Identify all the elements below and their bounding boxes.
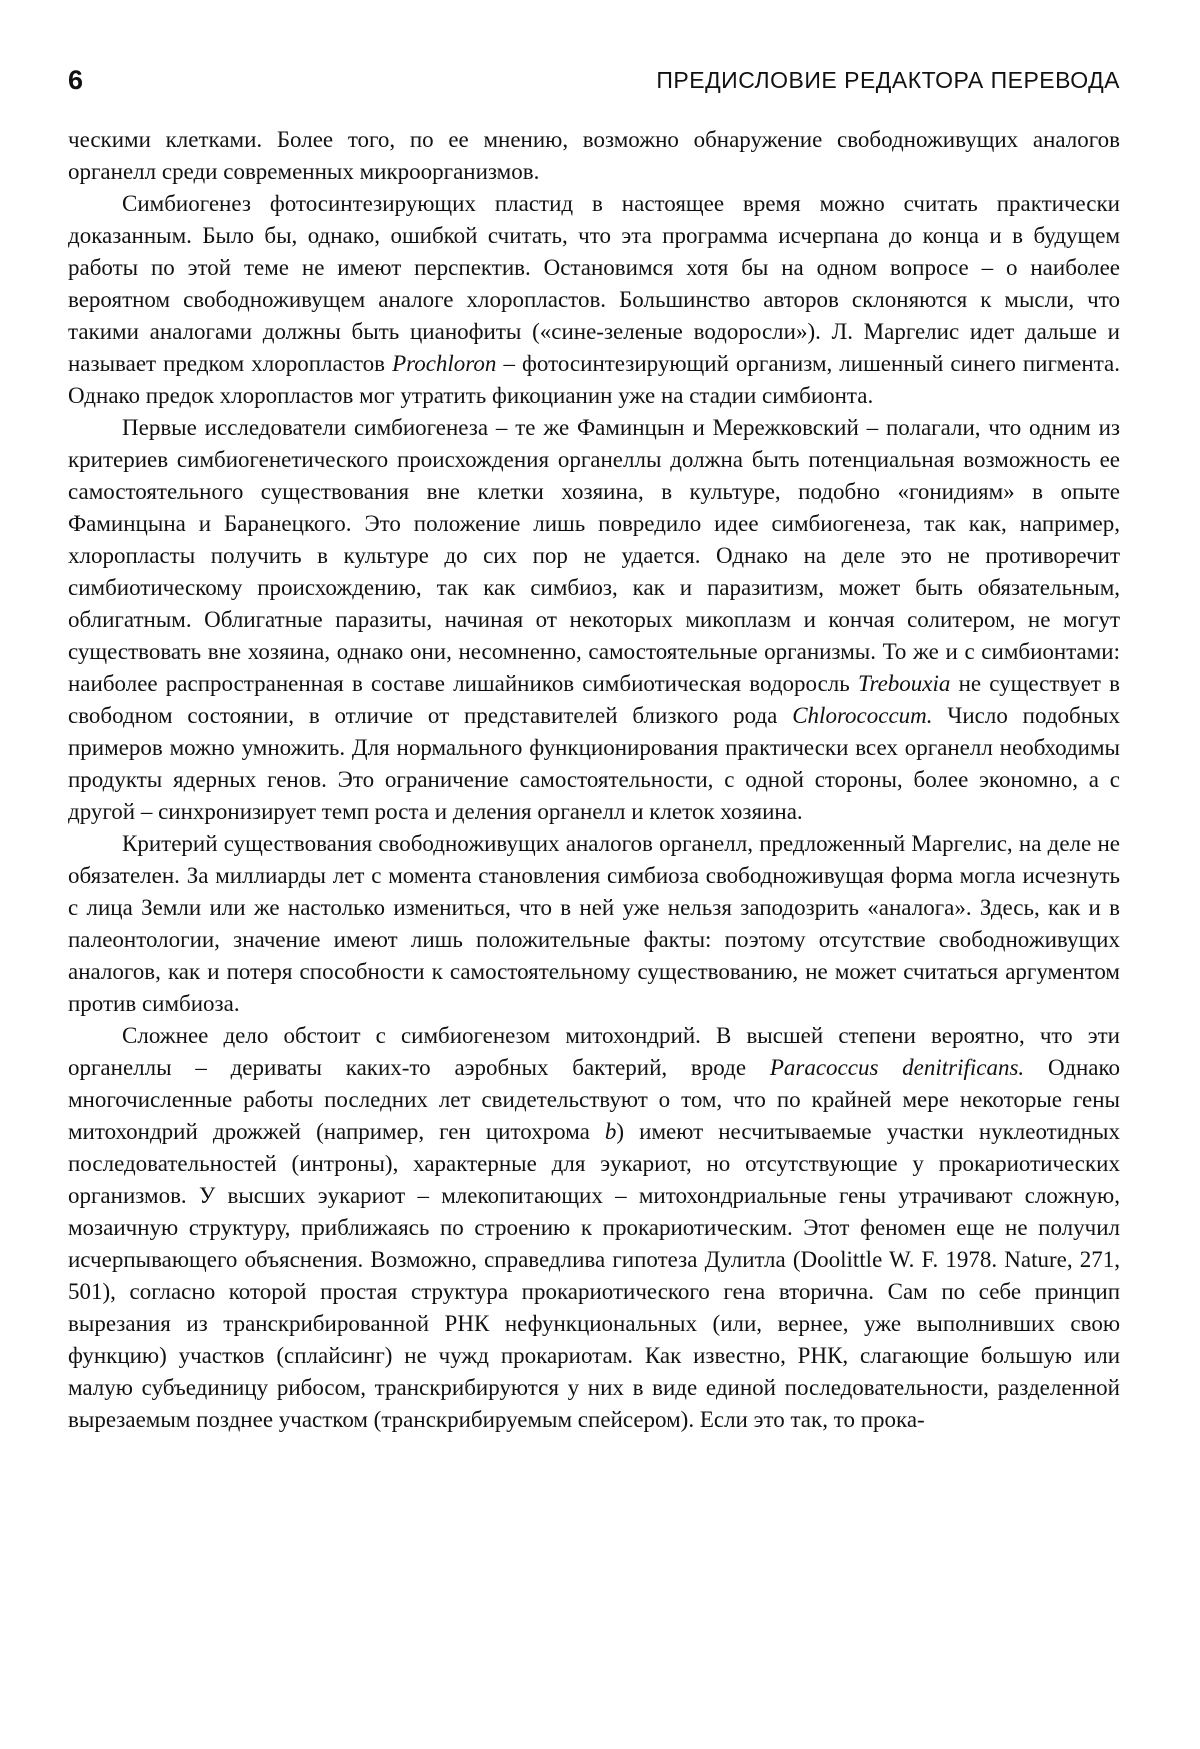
italic-term: Trebouxia (857, 671, 951, 696)
text-run: ческими клетками. Более того, по ее мнению, возможно обнаружение свободноживущих аналогов органелл среди современных микроорганизмов. (68, 127, 1120, 184)
italic-term: Prochloron (392, 351, 497, 376)
body-text (68, 124, 1120, 1436)
paragraph-2 (68, 188, 1120, 412)
text-run: Критерий существования свободноживущих аналогов органелл, предложенный Маргелис, на деле не обязателен. За миллиарды лет с момента становления симбиоза свободноживущая форма могла исчезнуть с лица Земли или же настолько измениться, что в ней уже нельзя заподозрить «аналога». Здесь, как и в палеонтологии, значение имеют лишь положительные факты: поэтому отсутствие свободноживущих аналогов, как и потеря способности к самостоятельному существованию, не может считаться аргументом против симбиоза. (68, 831, 1120, 1016)
paragraph-4 (68, 828, 1120, 1020)
italic-term: Paracoccus denitrificans. (769, 1055, 1025, 1080)
page-number: 6 (68, 65, 84, 95)
text-run: Число подобных примеров можно умножить. Для нормального функционирования практически всех органелл необходимы продукты ядерных генов. Это ограничение самостоятельности, с одной стороны, более экономно, а с другой – синхронизирует темп роста и деления органелл и клеток хозяина. (68, 703, 1120, 824)
running-head (68, 62, 1120, 98)
text-run: не существует в свободном состоянии, в отличие от представителей близкого рода (68, 671, 1120, 728)
paragraph-3 (68, 412, 1120, 828)
text-run: ) имеют несчитываемые участки нуклеотидных последовательностей (интроны), характерные для эукариот, но отсутствующие у прокариотических организмов. У высших эукариот – млекопитающих – митохондриальные гены утрачивают сложную, мозаичную структуру, приближаясь по строению к прокариотическим. Этот феномен еще не получил исчерпывающего объяснения. Возможно, справедлива гипотеза Дулитла (Doolittle W. F. 1978. Nature, 271, 501), согласно которой простая структура прокариотического гена вторична. Сам по себе принцип вырезания из транскрибированной РНК нефункциональных (или, вернее, уже выполнивших свою функцию) участков (сплайсинг) не чужд прокариотам. Как известно, РНК, слагающие большую или малую субъединицу рибосом, транскрибируются у них в виде единой последовательности, разделенной вырезаемым позднее участком (транскрибируемым спейсером). Если это так, то прока- (68, 1119, 1121, 1432)
text-run: – фотосинтезирующий организм, лишенный синего пигмента. Однако предок хлоропластов мог утратить фикоцианин уже на стадии симбионта. (68, 351, 1120, 408)
text-run: Симбиогенез фотосинтезирующих пластид в настоящее время можно считать практически доказанным. Было бы, однако, ошибкой считать, что эта программа исчерпана до конца и в будущем работы по этой теме не имеют перспектив. Остановимся хотя бы на одном вопросе – о наиболее вероятном свободноживущем аналоге хлоропластов. Большинство авторов склоняются к мысли, что такими аналогами должны быть цианофиты («сине-зеленые водоросли»). Л. Маргелис идет дальше и называет предком хлоропластов (68, 191, 1120, 376)
paragraph-1 (68, 124, 1120, 188)
book-page (68, 62, 1120, 1436)
paragraph-5 (68, 1020, 1120, 1436)
running-title: ПРЕДИСЛОВИЕ РЕДАКТОРА ПЕРЕВОДА (656, 67, 1120, 93)
italic-term: Chlorococcum. (792, 703, 933, 728)
text-run: Сложнее дело обстоит с симбиогенезом митохондрий. В высшей степени вероятно, что эти органеллы – дериваты каких-то аэробных бактерий, вроде (68, 1023, 1120, 1080)
text-run: Однако многочисленные работы последних лет свидетельствуют о том, что по крайней мере некоторые гены митохондрий дрожжей (например, ген цитохрома (68, 1055, 1120, 1144)
text-run: Первые исследователи симбиогенеза – те же Фаминцын и Мережковский – полагали, что одним из критериев симбиогенетического происхождения органеллы должна быть потенциальная возможность ее самостоятельного существования вне клетки хозяина, в культуре, подобно «гонидиям» в опыте Фаминцына и Баранецкого. Это положение лишь повредило идее симбиогенеза, так как, например, хлоропласты получить в культуре до сих пор не удается. Однако на деле это не противоречит симбиотическому происхождению, так как симбиоз, как и паразитизм, может быть обязательным, облигатным. Облигатные паразиты, начиная от некоторых микоплазм и кончая солитером, не могут существовать вне хозяина, однако они, несомненно, самостоятельные организмы. То же и с симбионтами: наиболее распространенная в составе лишайников симбиотическая водоросль (68, 415, 1120, 696)
italic-term: b (604, 1119, 617, 1144)
